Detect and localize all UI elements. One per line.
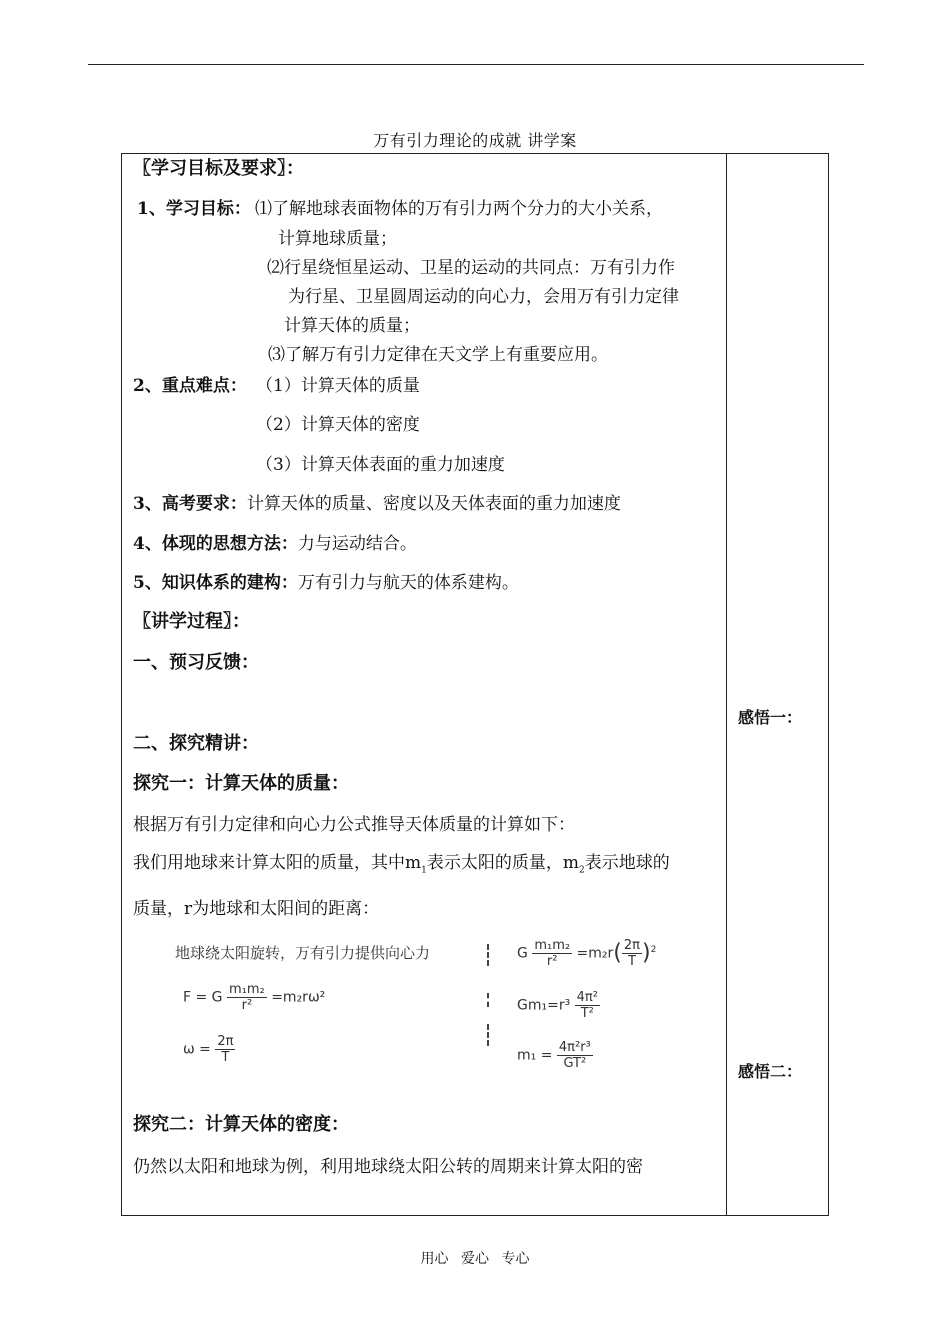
process-heading: 〖讲学过程〗：: [133, 611, 250, 632]
left-paren: (: [613, 940, 622, 966]
formula-right-3-fraction: [557, 1040, 593, 1071]
formula-right-2: [517, 990, 600, 1021]
explore-heading: 二、探究精讲：: [133, 733, 259, 754]
explore-2-text: 仍然以太阳和地球为例，利用地球绕太阳公转的周期来计算太阳的密: [133, 1157, 643, 1177]
explore-2-title: 探究二：计算天体的密度：: [133, 1114, 349, 1135]
formula-force-fraction: [227, 982, 267, 1013]
formula-right-3-lhs: m₁ =: [517, 1047, 553, 1064]
explore-1-title: 探究一：计算天体的质量：: [133, 773, 349, 794]
right-paren: ): [641, 940, 651, 966]
goal-5: [133, 572, 519, 594]
formula-right-1-square: 2: [650, 944, 657, 955]
goal-2-point-1: （1）计算天体的质量: [256, 376, 420, 396]
goal-2-label: 2、重点难点：: [133, 376, 247, 396]
goal-5-text: 万有引力与航天的体系建构。: [297, 573, 519, 593]
formula-right-2-lhs: Gm₁=r³: [517, 997, 571, 1014]
formula-right-1-lhs: G: [517, 945, 528, 962]
formula-right-1-mid: =m₂r: [576, 945, 614, 962]
column-divider: [726, 153, 727, 1216]
formula-right-1-numerator: m₁m₂: [534, 938, 571, 953]
explore-1-line-1a: 我们用地球来计算太阳的质量，其中m: [133, 853, 422, 873]
goal-2-point-3: （3）计算天体表面的重力加速度: [256, 455, 505, 475]
formula-force-lhs: F = G: [183, 989, 223, 1006]
formula-force-denominator: r²: [241, 998, 253, 1013]
goal-1-point-2b: 为行星、卫星圆周运动的向心力，会用万有引力定律: [288, 287, 679, 307]
explore-1-line-1c: 表示地球的: [584, 853, 670, 873]
formula-omega: [183, 1034, 235, 1065]
formula-caption: 地球绕太阳旋转，万有引力提供向心力: [175, 944, 431, 962]
separator-dash: [487, 944, 489, 966]
goal-3-text: 计算天体的质量、密度以及天体表面的重力加速度: [246, 494, 621, 514]
preview-heading: 一、预习反馈：: [133, 652, 259, 673]
explore-1-line-2: 质量，r为地球和太阳间的距离：: [133, 899, 380, 919]
formula-force-rhs: =m₂rω²: [271, 989, 326, 1006]
goal-1-point-2a: ⑵行星绕恒星运动、卫星的运动的共同点：万有引力作: [267, 258, 675, 278]
formula-right-3-numerator: 4π²r³: [558, 1040, 591, 1055]
explore-1-intro: 根据万有引力定律和向心力公式推导天体质量的计算如下：: [133, 815, 575, 835]
separator-dash: [487, 1024, 489, 1046]
page-title: 万有引力理论的成就 讲学案: [373, 131, 577, 150]
formula-right-1-paren-numerator: 2π: [623, 938, 640, 953]
goal-2-point-2: （2）计算天体的密度: [256, 415, 420, 435]
goal-5-label: 5、知识体系的建构：: [133, 573, 298, 593]
formula-right-1-denominator: r²: [546, 954, 558, 969]
formula-force-numerator: m₁m₂: [229, 982, 265, 997]
formula-omega-lhs: ω =: [183, 1041, 211, 1058]
formula-omega-numerator: 2π: [217, 1034, 234, 1049]
formula-right-1-paren-fraction: [622, 938, 642, 969]
formula-right-2-numerator: 4π²: [576, 990, 598, 1005]
reflection-1-label: 感悟一：: [738, 708, 803, 727]
subscript-1: 1: [421, 865, 427, 876]
explore-1-line-1b: 表示太阳的质量，m: [426, 853, 579, 873]
page-footer: 用心 爱心 专心: [420, 1251, 530, 1267]
formula-right-1-paren-denominator: T: [627, 954, 636, 969]
formula-right-2-fraction: [575, 990, 600, 1021]
goal-1-point-1a: ⑴了解地球表面物体的万有引力两个分力的大小关系，: [255, 199, 663, 219]
goal-3-label: 3、高考要求：: [133, 494, 247, 514]
subscript-2: 2: [578, 865, 585, 876]
formula-right-1: [517, 938, 656, 969]
formula-force: [183, 982, 325, 1013]
goal-1-point-1b: 计算地球质量；: [278, 229, 397, 249]
goal-1-label: 1、学习目标：: [137, 199, 251, 219]
reflection-2-label: 感悟二：: [738, 1062, 803, 1081]
formula-omega-fraction: [215, 1034, 235, 1065]
formula-right-2-denominator: T²: [580, 1006, 594, 1021]
goal-1-point-3: ⑶了解万有引力定律在天文学上有重要应用。: [268, 345, 608, 365]
separator-dash: [487, 993, 489, 1007]
explore-1-line-1: [133, 852, 670, 881]
goal-4-label: 4、体现的思想方法：: [133, 534, 298, 554]
goal-1-point-2c: 计算天体的质量；: [284, 316, 420, 336]
goals-heading: 〖学习目标及要求〗：: [133, 158, 304, 179]
goal-4: [133, 533, 417, 555]
header-rule: [88, 64, 864, 65]
formula-omega-denominator: T: [221, 1050, 230, 1065]
formula-right-1-fraction: [532, 938, 572, 969]
goal-4-text: 力与运动结合。: [297, 534, 417, 554]
goal-3: [133, 493, 621, 515]
formula-right-3-denominator: GT²: [563, 1056, 587, 1071]
formula-right-3: [517, 1040, 593, 1071]
